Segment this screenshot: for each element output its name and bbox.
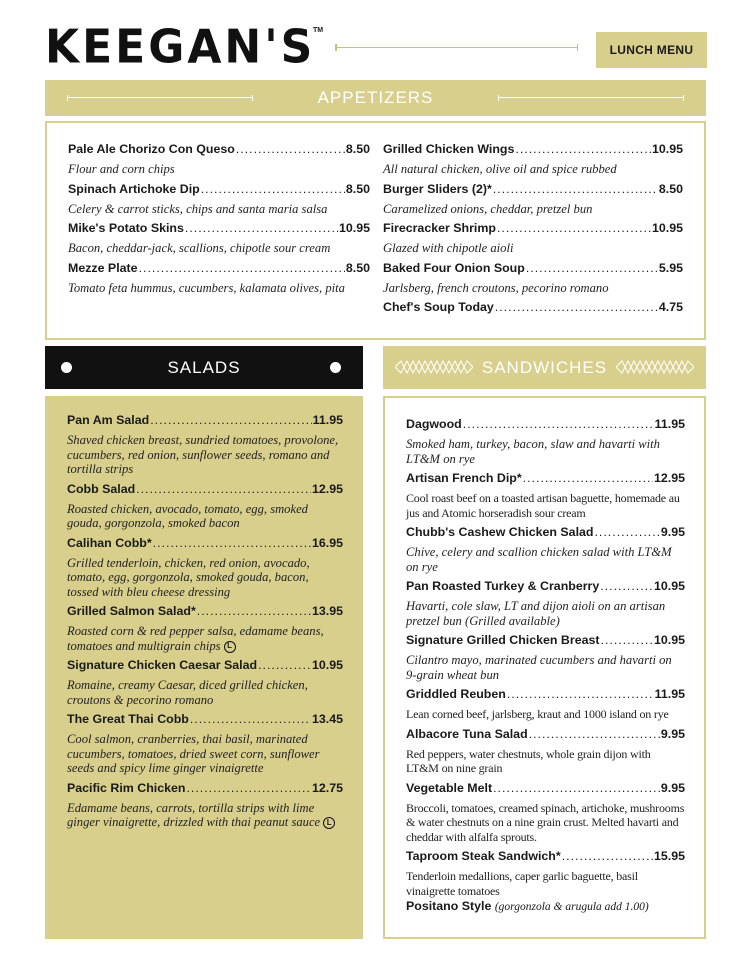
menu-item: Cobb Salad ..... 12.95 xyxy=(67,482,343,497)
appetizers-box xyxy=(45,121,706,340)
item-description: Glazed with chipotle aioli xyxy=(383,241,514,255)
item-description: Bacon, cheddar-jack, scallions, chipotle sour cream xyxy=(68,241,331,255)
zigzag-ornament-icon xyxy=(395,360,473,374)
menu-item: Taproom Steak Sandwich* ..... 15.95 xyxy=(406,849,685,864)
zigzag-ornament-icon xyxy=(616,360,694,374)
menu-item: Pale Ale Chorizo Con Queso ..... 8.50 xyxy=(68,142,370,157)
menu-item: Pacific Rim Chicken ..... 12.75 xyxy=(67,781,343,796)
item-description: Flour and corn chips xyxy=(68,162,175,176)
bullet-dot-icon xyxy=(61,362,72,373)
lite-option-icon: L xyxy=(323,817,335,829)
menu-item: The Great Thai Cobb ..... 13.45 xyxy=(67,712,343,727)
item-description: Edamame beans, carrots, tortilla strips with lime ginger vinaigrette, drizzled with thai peanut sauce L xyxy=(67,801,343,830)
sandwiches-box xyxy=(383,396,706,939)
item-description: Cool salmon, cranberries, thai basil, marinated cucumbers, tomatoes, dried sweet corn, sunflower seeds and spicy lime ginger vinaigrette xyxy=(67,732,320,775)
menu-item: Chef's Soup Today ..... 4.75 xyxy=(383,300,683,315)
salads-column xyxy=(67,413,343,830)
banner-rule-right xyxy=(498,97,684,98)
item-description: Havarti, cole slaw, LT and dijon aioli on an artisan pretzel bun (Grilled available) xyxy=(406,599,666,628)
header-rule xyxy=(335,47,578,48)
menu-item: Albacore Tuna Salad ..... 9.95 xyxy=(406,727,685,742)
menu-item: Firecracker Shrimp ..... 10.95 xyxy=(383,221,683,236)
menu-item: Signature Chicken Caesar Salad ..... 10.95 xyxy=(67,658,343,673)
item-description: Cool roast beef on a toasted artisan baguette, homemade au jus and Atomic horseradish sour cream xyxy=(406,491,680,520)
menu-item: Pan Am Salad ..... 11.95 xyxy=(67,413,343,428)
appetizers-title: APPETIZERS xyxy=(317,88,434,107)
item-description: Jarlsberg, french croutons, pecorino romano xyxy=(383,280,609,295)
menu-item: Baked Four Onion Soup ..... 5.95 xyxy=(383,261,683,276)
menu-item: Artisan French Dip* ..... 12.95 xyxy=(406,471,685,486)
item-description: Red peppers, water chestnuts, whole grain dijon with LT&M on nine grain xyxy=(406,746,651,775)
item-description: Smoked ham, turkey, bacon, slaw and havarti with LT&M on rye xyxy=(406,437,660,466)
menu-item: Burger Sliders (2)* ..... 8.50 xyxy=(383,182,683,197)
salads-box xyxy=(45,396,363,939)
item-description: Chive, celery and scallion chicken salad with LT&M on rye xyxy=(406,545,672,574)
item-description: Tomato feta hummus, cucumbers, kalamata olives, pita xyxy=(68,280,345,295)
item-description: Roasted corn & red pepper salsa, edamame beans, tomatoes and multigrain chips L xyxy=(67,624,324,653)
menu-item: Spinach Artichoke Dip ..... 8.50 xyxy=(68,182,370,197)
menu-item: Vegetable Melt ..... 9.95 xyxy=(406,781,685,796)
lite-option-icon: L xyxy=(224,641,236,653)
item-description: Caramelized onions, cheddar, pretzel bun xyxy=(383,201,593,216)
menu-item: Grilled Salmon Salad* ..... 13.95 xyxy=(67,604,343,619)
item-description: Roasted chicken, avocado, tomato, egg, smoked gouda, gorgonzola, smoked bacon xyxy=(67,501,308,530)
sandwiches-column xyxy=(406,417,685,915)
banner-rule-left xyxy=(67,97,253,98)
item-note: (gorgonzola & arugula add 1.00) xyxy=(494,901,649,913)
brand-logo: KEEGAN'S xyxy=(45,20,316,75)
trademark-mark: TM xyxy=(313,27,324,34)
appetizers-left-column xyxy=(68,142,370,295)
menu-item: Pan Roasted Turkey & Cranberry ..... 10.95 xyxy=(406,579,685,594)
salads-title: SALADS xyxy=(167,357,241,377)
item-description: Broccoli, tomatoes, creamed spinach, artichoke, mushrooms & water chestnuts on a nine grain crust. Melted havarti and cheddar with alfalfa sprouts. xyxy=(406,800,685,844)
item-description: Lean corned beef, jarlsberg, kraut and 1000 island on rye xyxy=(406,707,669,721)
item-description: Tenderloin medallions, caper garlic baguette, basil vinaigrette tomatoes xyxy=(406,869,638,898)
item-description: Celery & carrot sticks, chips and santa maria salsa xyxy=(68,201,328,216)
menu-item: Grilled Chicken Wings ..... 10.95 xyxy=(383,142,683,157)
sandwiches-banner xyxy=(383,346,706,389)
item-description: All natural chicken, olive oil and spice rubbed xyxy=(383,162,617,176)
item-description: Romaine, creamy Caesar, diced grilled chicken, croutons & pecorino romano xyxy=(67,678,308,707)
appetizers-banner xyxy=(45,80,706,116)
menu-item: Dagwood ..... 11.95 xyxy=(406,417,685,432)
menu-item: Griddled Reuben ..... 11.95 xyxy=(406,687,685,702)
menu-item: Mike's Potato Skins ..... 10.95 xyxy=(68,221,370,236)
menu-item: Calihan Cobb* ..... 16.95 xyxy=(67,536,343,551)
menu-item: Signature Grilled Chicken Breast ..... 10.95 xyxy=(406,633,685,648)
item-description: Shaved chicken breast, sundried tomatoes, provolone, cucumbers, red onion, sunflower seeds, romano and tortilla strips xyxy=(67,433,339,476)
item-description: Cilantro mayo, marinated cucumbers and havarti on 9-grain wheat bun xyxy=(406,653,672,682)
item-description: Grilled tenderloin, chicken, red onion, avocado, tomato, egg, gorgonzola, smoked gouda, bacon, tossed with bleu cheese dressing xyxy=(67,555,310,599)
lunch-menu-badge: LUNCH MENU xyxy=(596,32,707,68)
appetizers-right-column xyxy=(383,142,683,315)
sandwiches-title: SANDWICHES xyxy=(481,357,608,377)
menu-item: Mezze Plate ..... 8.50 xyxy=(68,261,370,276)
bullet-dot-icon xyxy=(330,362,341,373)
menu-item: Chubb's Cashew Chicken Salad ..... 9.95 xyxy=(406,525,685,540)
menu-item: Positano Style (gorgonzola & arugula add 1.00) xyxy=(406,899,649,913)
salads-banner xyxy=(45,346,363,389)
